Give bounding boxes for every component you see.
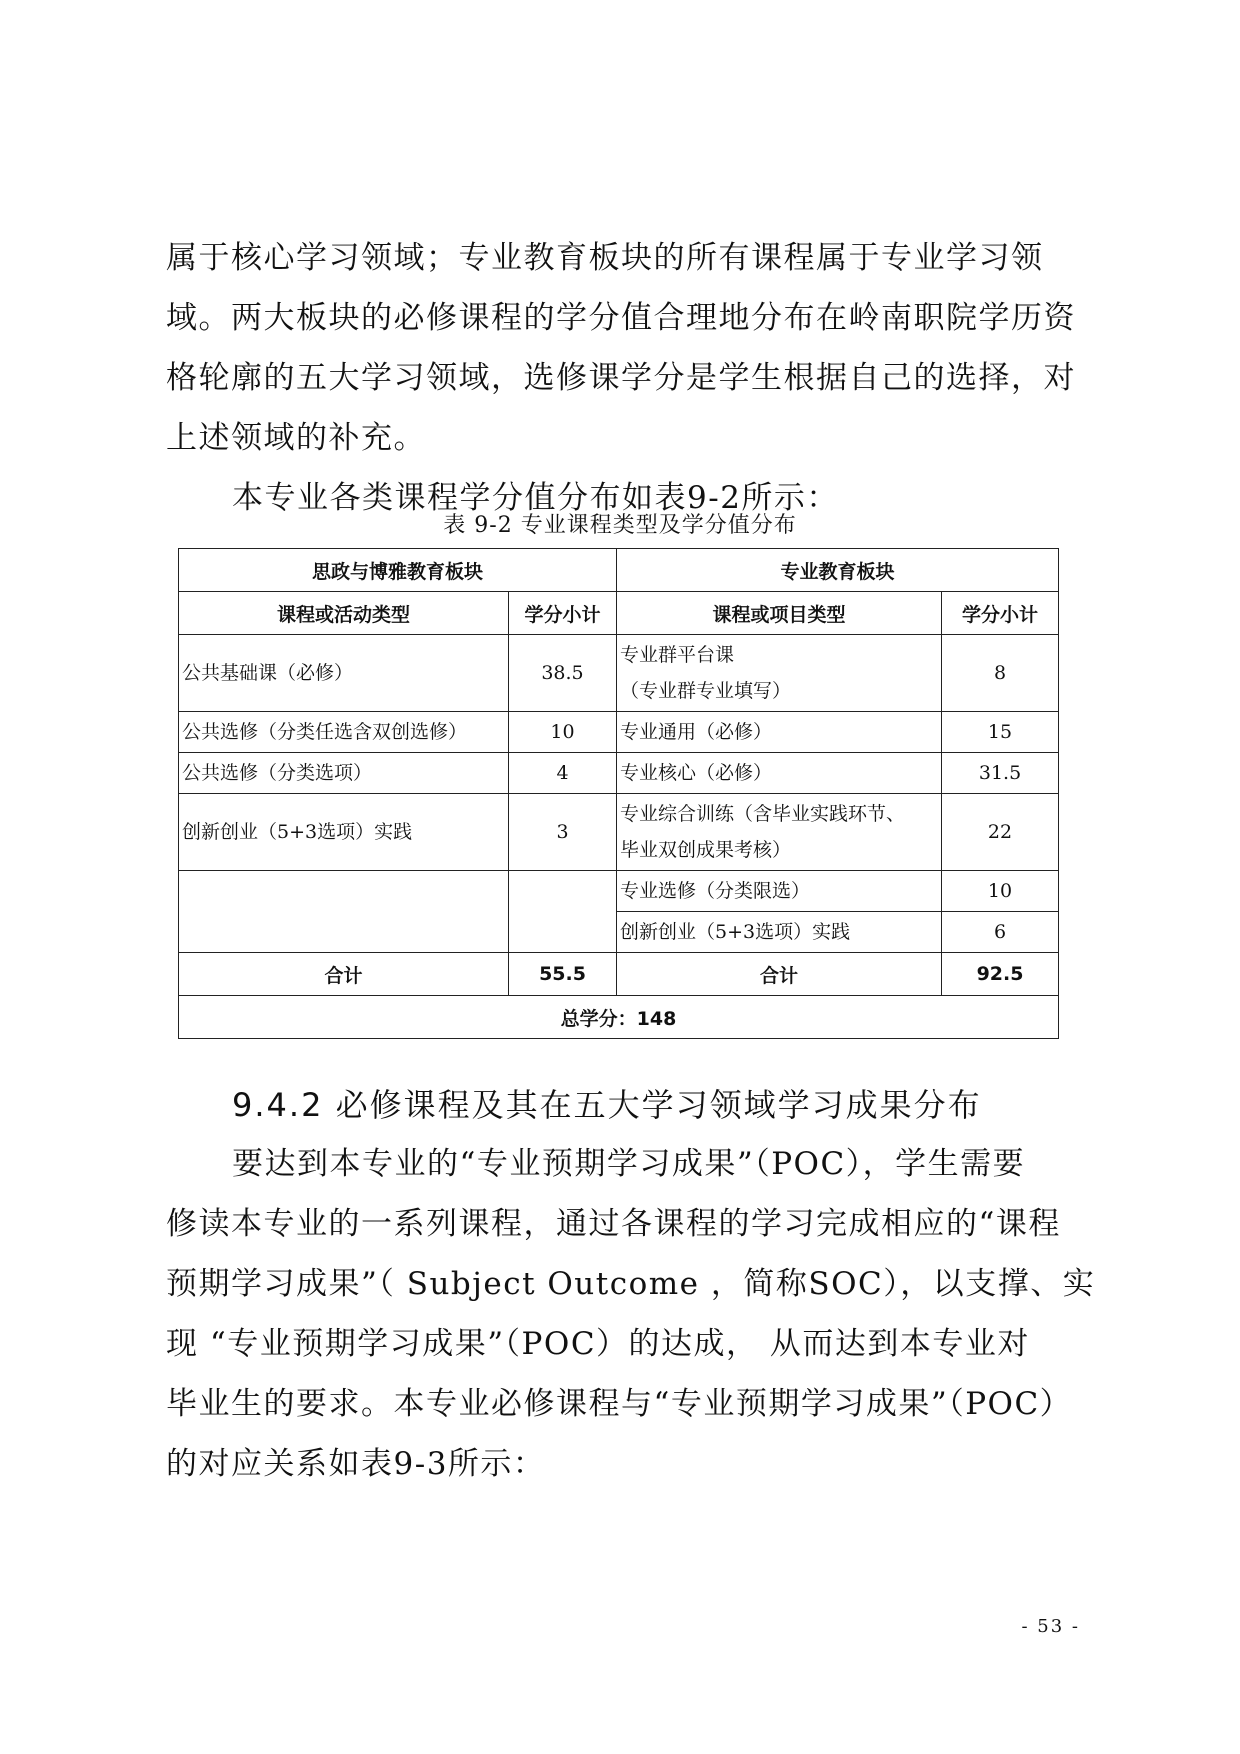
text-line: 预期学习成果”（ Subject Outcome ，简称SOC），以支撑、实: [166, 1266, 1096, 1302]
table-row: [179, 635, 1059, 712]
total-value: 92.5: [942, 953, 1059, 996]
text-line: 的对应关系如表9-3所示：: [166, 1446, 546, 1482]
total-label: 合计: [179, 953, 509, 996]
table-cell: [617, 794, 942, 871]
table-cell: 创新创业（5+3选项）实践: [179, 794, 509, 871]
table-row: [179, 794, 1059, 871]
table-intro-line: 本专业各类课程学分值分布如表9-2所示：: [232, 480, 839, 516]
text-line: 上述领域的补充。: [166, 420, 426, 456]
grand-total: 总学分：148: [179, 996, 1059, 1039]
table-cell: 3: [509, 794, 617, 871]
table-cell: 公共基础课（必修）: [179, 635, 509, 712]
table-cell: 4: [509, 753, 617, 794]
table-cell: 创新创业（5+3选项）实践: [617, 912, 942, 953]
table-cell: 22: [942, 794, 1059, 871]
table-cell: 10: [509, 712, 617, 753]
table-row: [179, 712, 1059, 753]
text-line: 要达到本专业的“专业预期学习成果”（POC），学生需要: [232, 1146, 1026, 1182]
text-line: 格轮廓的五大学习领域，选修课学分是学生根据自己的选择，对: [166, 360, 1076, 396]
text-line: 属于核心学习领域；专业教育板块的所有课程属于专业学习领: [166, 240, 1044, 276]
table-cell: 38.5: [509, 635, 617, 712]
column-header: 课程或项目类型: [617, 592, 942, 635]
table-row: [179, 871, 1059, 912]
total-value: 55.5: [509, 953, 617, 996]
table-cell: [617, 635, 942, 712]
section-heading: 9.4.2 必修课程及其在五大学习领域学习成果分布: [232, 1086, 982, 1124]
column-header: 学分小计: [942, 592, 1059, 635]
text-line: 现 “专业预期学习成果”（POC）的达成， 从而达到本专业对: [166, 1326, 1030, 1362]
table-cell: 专业通用（必修）: [617, 712, 942, 753]
table-cell-empty: [179, 871, 509, 953]
total-label: 合计: [617, 953, 942, 996]
group-header-right: 专业教育板块: [617, 549, 1059, 592]
table-cell: 10: [942, 871, 1059, 912]
table-cell: 31.5: [942, 753, 1059, 794]
text-line: 修读本专业的一系列课程，通过各课程的学习完成相应的“课程: [166, 1206, 1061, 1242]
cell-line: 专业综合训练（含毕业实践环节、: [620, 803, 906, 825]
table-cell: 6: [942, 912, 1059, 953]
intro-paragraph: [166, 228, 1086, 528]
text-line: 域。两大板块的必修课程的学分值合理地分布在岭南职院学历资: [166, 300, 1076, 336]
credit-distribution-table: [178, 548, 1059, 1039]
grand-total-row: [179, 996, 1059, 1039]
column-header: 课程或活动类型: [179, 592, 509, 635]
table-caption: 表 9-2 专业课程类型及学分值分布: [443, 513, 797, 538]
table-cell: 公共选修（分类任选含双创选修）: [179, 712, 509, 753]
table-cell: 8: [942, 635, 1059, 712]
cell-line: 专业群平台课: [620, 644, 735, 666]
column-header: 学分小计: [509, 592, 617, 635]
total-row: [179, 953, 1059, 996]
table-cell: 公共选修（分类选项）: [179, 753, 509, 794]
cell-line: 毕业双创成果考核）: [620, 839, 792, 861]
table-cell-empty: [509, 871, 617, 953]
body-paragraph: [166, 1134, 1096, 1494]
table-cell: 15: [942, 712, 1059, 753]
table-row: [179, 753, 1059, 794]
page-number: - 53 -: [1021, 1616, 1080, 1637]
text-line: 毕业生的要求。本专业必修课程与“专业预期学习成果”（POC）: [166, 1386, 1073, 1422]
cell-line: （专业群专业填写）: [620, 680, 792, 702]
table-cell: 专业选修（分类限选）: [617, 871, 942, 912]
table-cell: 专业核心（必修）: [617, 753, 942, 794]
group-header-left: 思政与博雅教育板块: [179, 549, 617, 592]
